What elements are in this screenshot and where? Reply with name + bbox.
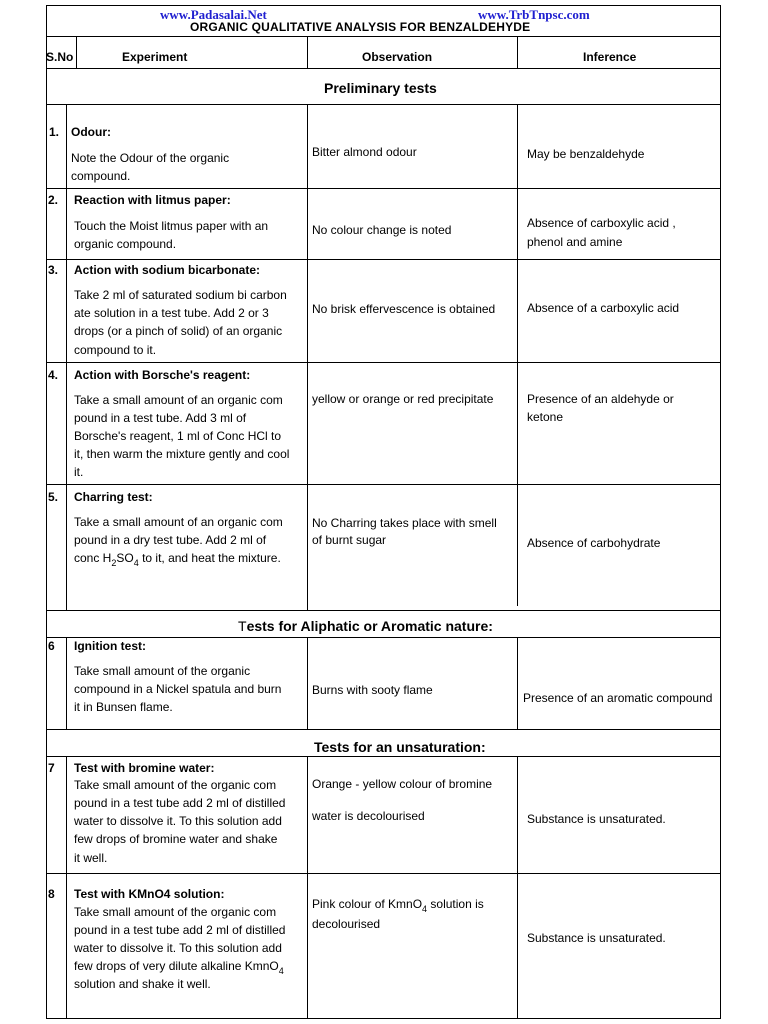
row-number: 2. [48,193,59,207]
experiment-title: Test with KMnO4 solution: [74,887,225,901]
experiment-text: pound in a test tube add 2 ml of distilled [74,796,286,810]
site-link-right[interactable]: www.TrbTnpsc.com [478,7,590,22]
row-number: 1. [49,125,60,139]
experiment-text: Take 2 ml of saturated sodium bi carbon [74,288,287,302]
row-number: 3. [48,263,59,277]
section-heading-preliminary: Preliminary tests [324,80,437,96]
experiment-text: compound in a Nickel spatula and burn [74,682,282,696]
inference-text: Substance is unsaturated. [527,931,666,945]
experiment-text: it well. [74,851,108,865]
experiment-title: Odour: [71,125,111,139]
observation-text: of burnt sugar [312,533,387,547]
row-number: 5. [48,490,59,504]
observation-text: No brisk effervescence is obtained [312,302,496,316]
observation-text: water is decolourised [312,809,425,823]
experiment-text: Borsche's reagent, 1 ml of Conc HCl to [74,429,282,443]
experiment-text: water to dissolve it. To this solution add [74,814,282,828]
experiment-text: compound. [71,169,131,183]
inference-text: ketone [527,410,564,424]
observation-text: Burns with sooty flame [312,683,433,697]
experiment-text: drops (or a pinch of solid) of an organic [74,324,283,338]
inference-text: May be benzaldehyde [527,147,645,161]
experiment-text: water to dissolve it. To this solution add [74,941,282,955]
observation-text: Bitter almond odour [312,145,417,159]
row-number: 8 [48,887,55,901]
inference-text: phenol and amine [527,235,623,249]
experiment-title: Charring test: [74,490,153,504]
row-number: 6 [48,639,55,653]
experiment-title: Action with Borsche's reagent: [74,368,251,382]
experiment-text: solution and shake it well. [74,977,211,991]
observation-text: No colour change is noted [312,223,452,237]
column-header-observation: Observation [362,50,433,64]
experiment-text: Note the Odour of the organic [71,151,230,165]
inference-text: Absence of carboxylic acid , [527,216,676,230]
experiment-text: compound to it. [74,343,157,357]
experiment-text: pound in a test tube. Add 3 ml of [74,411,247,425]
observation-text: Orange - yellow colour of bromine [312,777,493,791]
experiment-text: organic compound. [74,237,177,251]
experiment-text: Take a small amount of an organic com [74,515,283,529]
inference-text: Substance is unsaturated. [527,812,666,826]
experiment-text: it in Bunsen flame. [74,700,173,714]
experiment-text: few drops of very dilute alkaline KmnO$_4$ [74,959,284,976]
experiment-text: Take small amount of the organic com [74,905,277,919]
observation-text: Pink colour of KmnO$_4$ solution is [312,897,484,914]
observation-text: No Charring takes place with smell [312,516,497,530]
experiment-text: ate solution in a test tube. Add 2 or 3 [74,306,269,320]
experiment-text: conc $H_2SO_4$ to it, and heat the mixture. [74,551,281,568]
inference-text: Absence of a carboxylic acid [527,301,680,315]
experiment-text: pound in a dry test tube. Add 2 ml of [74,533,267,547]
observation-text: yellow or orange or red precipitate [312,392,494,406]
section-heading-unsaturation: Tests for an unsaturation: [314,739,486,755]
experiment-text: it, then warm the mixture gently and cool [74,447,290,461]
experiment-title: Test with bromine water: [74,761,215,775]
row-number: 7 [48,761,55,775]
experiment-text: Take small amount of the organic [74,664,251,678]
experiment-text: Take small amount of the organic com [74,778,277,792]
experiment-title: Reaction with litmus paper: [74,193,231,207]
inference-text: Presence of an aldehyde or [527,392,674,406]
experiment-text: Take a small amount of an organic com [74,393,283,407]
observation-text: decolourised [312,917,381,931]
row-number: 4. [48,368,59,382]
experiment-title: Ignition test: [74,639,146,653]
column-header-sno: S.No [46,50,74,64]
column-header-experiment: Experiment [122,50,188,64]
inference-text: Presence of an aromatic compound [523,691,713,705]
site-link-left[interactable]: www.Padasalai.Net [160,7,267,22]
experiment-text: pound in a test tube add 2 ml of distilled [74,923,286,937]
experiment-text: it. [74,465,84,479]
experiment-title: Action with sodium bicarbonate: [74,263,261,277]
inference-text: Absence of carbohydrate [527,536,661,550]
page-title: ORGANIC QUALITATIVE ANALYSIS FOR BENZALDEHYDE [190,20,531,34]
section-heading-aliphatic-aromatic: Tests for Aliphatic or Aromatic nature: [238,618,493,634]
experiment-text: few drops of bromine water and shake [74,832,278,846]
column-header-inference: Inference [583,50,637,64]
experiment-text: Touch the Moist litmus paper with an [74,219,269,233]
